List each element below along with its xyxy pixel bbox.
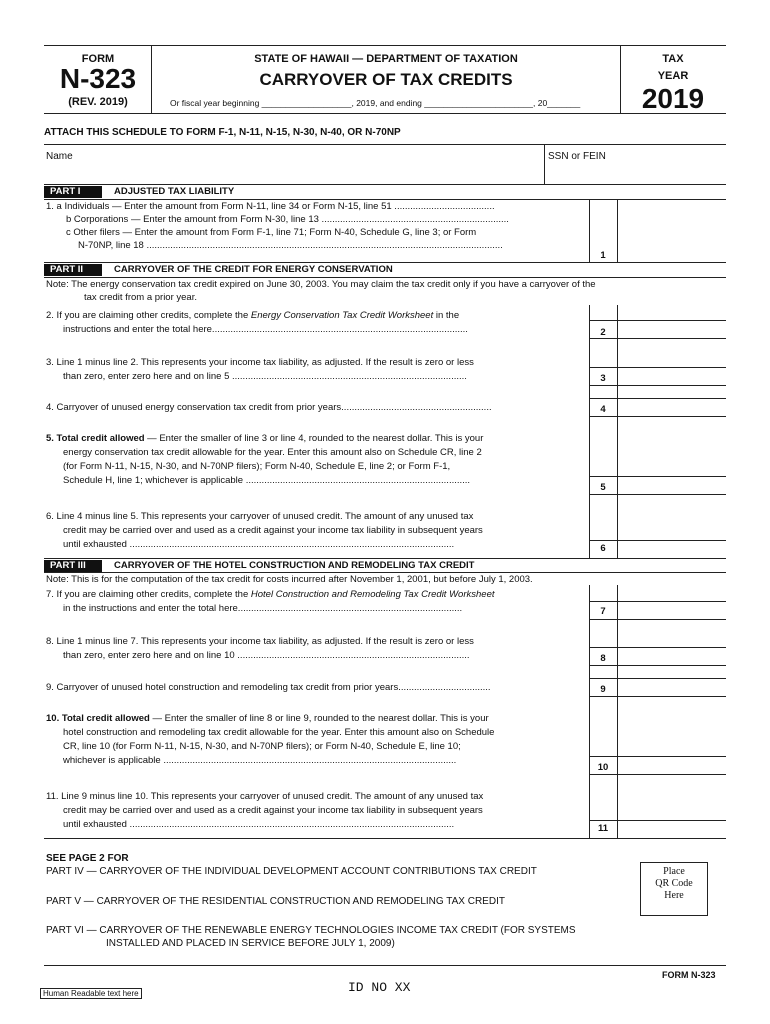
box5-bottom [589,494,726,495]
line-4: 4. Carryover of unused energy conservation tax credit from prior years......................................................... [46,402,492,413]
line-number-column-part2 [589,305,617,558]
qr-code-placeholder: Place QR Code Here [640,862,708,916]
line-7-cont: in the instructions and enter the total here..................................................................................... [63,603,463,614]
note-part2: Note: The energy conservation tax credit expired on June 30, 2003. You may claim the tax credit only if you have a carryover of the [46,279,596,290]
line-10: 10. Total credit allowed — Enter the smaller of line 8 or line 9, rounded to the nearest dollar. This is your [46,713,489,724]
tax-label: TAX [662,53,684,65]
part3-end-rule [44,838,726,839]
page2-part4: PART IV — CARRYOVER OF THE INDIVIDUAL DEVELOPMENT ACCOUNT CONTRIBUTIONS TAX CREDIT [46,866,537,877]
line-5: 5. Total credit allowed — Enter the smaller of line 3 or line 4, rounded to the nearest dollar. This is your [46,433,484,444]
footer-rule [44,965,726,966]
line-1c-cont: N-70NP, line 18 ....................................................................................................................................... [78,240,503,251]
part2-title: CARRYOVER OF THE CREDIT FOR ENERGY CONSERVATION [114,264,393,275]
amount-box-1[interactable] [617,199,726,262]
amount-box-4[interactable] [618,398,726,416]
fiscal-year-field[interactable]: Or fiscal year beginning ___________________, 2019, and ending _______________________, 20_______ [170,98,581,108]
line-6-cont2: until exhausted ........................................................................................................................... [63,539,455,550]
line-number-10: 10 [597,762,609,773]
box2-bottom [589,338,726,339]
amount-box-11[interactable] [618,820,726,838]
note-part2-cont: tax credit from a prior year. [84,292,197,303]
line-9: 9. Carryover of unused hotel construction and remodeling tax credit from prior years................................... [46,682,491,693]
line-number-3: 3 [600,373,606,384]
line-number-4: 4 [600,404,606,415]
tax-year-value: 2019 [641,83,705,114]
box10-bottom [589,774,726,775]
part3-title-rule [44,572,726,573]
name-ssn-divider [544,144,545,184]
box8-bottom [589,665,726,666]
part2-end-rule [44,558,726,559]
part3-tag: PART III [44,560,102,572]
amount-box-6[interactable] [618,540,726,558]
part2-title-rule [44,277,726,278]
form-title: CARRYOVER OF TAX CREDITS [259,70,513,89]
form-revision: (REV. 2019) [68,96,128,108]
amount-box-3[interactable] [618,367,726,385]
year-label: YEAR [657,70,689,82]
amount-column-part2 [617,305,726,558]
box3-bottom [589,385,726,386]
human-readable-text: Human Readable text here [40,988,142,999]
line-7: 7. If you are claiming other credits, complete the Hotel Construction and Remodeling Tax Credit Worksheet [46,589,495,600]
box9-bottom [589,696,726,697]
ssn-fein-field[interactable]: SSN or FEIN [548,151,606,162]
line-number-9: 9 [600,684,606,695]
page2-part5: PART V — CARRYOVER OF THE RESIDENTIAL CONSTRUCTION AND REMODELING TAX CREDIT [46,896,505,907]
line-11-cont1: credit may be carried over and used as a credit against your income tax liability in subsequent years [63,805,483,816]
line-8: 8. Line 1 minus line 7. This represents your income tax liability, as adjusted. If the result is zero or less [46,636,474,647]
line-number-11: 11 [597,823,609,834]
name-row-top-rule [44,144,726,145]
line-11: 11. Line 9 minus line 10. This represents your carryover of unused credit. The amount of any unused tax [46,791,484,802]
amount-box-2[interactable] [618,320,726,338]
box7-bottom [589,619,726,620]
line-11-cont2: until exhausted ........................................................................................................................... [63,819,455,830]
attach-instruction: ATTACH THIS SCHEDULE TO FORM F-1, N-11, N-15, N-30, N-40, OR N-70NP [44,127,401,138]
line-10-cont1: hotel construction and remodeling tax credit allowable for the year. Enter this amount also on Schedule [63,727,495,738]
form-label: FORM [81,53,115,65]
part1-tag: PART I [44,186,102,198]
line-5-cont3: Schedule H, line 1; whichever is applicable ..................................................................................... [63,475,471,486]
page2-part6: PART VI — CARRYOVER OF THE RENEWABLE ENERGY TECHNOLOGIES INCOME TAX CREDIT (FOR SYSTEMS [46,925,576,936]
line-10-cont2: CR, line 10 (for Form N-11, N-15, N-30, and N-70NP filers); or Form N-40, Schedule E, line 10; [63,741,461,752]
footer-form-number: FORM N-323 [662,970,716,980]
line-3: 3. Line 1 minus line 2. This represents your income tax liability, as adjusted. If the result is zero or less [46,357,474,368]
line-6: 6. Line 4 minus line 5. This represents your carryover of unused credit. The amount of any unused tax [46,511,474,522]
amount-box-7[interactable] [618,601,726,619]
header-bottom-rule [44,113,726,114]
part2-tag: PART II [44,264,102,276]
id-number: ID NO XX [348,980,411,995]
line-1a: 1. a Individuals — Enter the amount from Form N-11, line 34 or Form N-15, line 51 ...................................... [46,201,495,212]
line-2: 2. If you are claiming other credits, complete the Energy Conservation Tax Credit Worksheet in the [46,310,460,321]
amount-column-part3 [617,585,726,838]
see-page2: SEE PAGE 2 FOR [46,853,129,864]
box4-bottom [589,416,726,417]
note-part3: Note: This is for the computation of the tax credit for costs incurred after November 1, 2001, but before July 1, 2003. [46,574,533,585]
amount-box-5[interactable] [618,476,726,494]
page2-part6-cont: INSTALLED AND PLACED IN SERVICE BEFORE JULY 1, 2009) [106,938,395,949]
line-number-2: 2 [600,327,606,338]
line-2-cont: instructions and enter the total here................................................................................................. [63,324,468,335]
amount-box-9[interactable] [618,678,726,696]
agency-name: STATE OF HAWAII — DEPARTMENT OF TAXATION [254,53,518,65]
line-3-cont: than zero, enter zero here and on line 5 ......................................................................................... [63,371,467,382]
part3-title: CARRYOVER OF THE HOTEL CONSTRUCTION AND REMODELING TAX CREDIT [114,560,475,571]
line-1c: c Other filers — Enter the amount from Form F-1, line 71; Form N-40, Schedule G, line 3; or Form [66,227,477,238]
line-number-5: 5 [600,482,606,493]
amount-box-10[interactable] [618,756,726,774]
line-1b: b Corporations — Enter the amount from Form N-30, line 13 ....................................................................... [66,214,509,225]
line-number-8: 8 [600,653,606,664]
form-number: N-323 [59,63,137,94]
line-number-6: 6 [600,543,606,554]
amount-box-8[interactable] [618,647,726,665]
line-5-cont2: (for Form N-11, N-15, N-30, and N-70NP filers); Form N-40, Schedule E, line 2; or Form F-1, [63,461,451,472]
name-row-bottom-rule [44,184,726,185]
part1-title: ADJUSTED TAX LIABILITY [114,186,235,197]
part1-end-rule [44,262,726,263]
line-number-7: 7 [600,606,606,617]
line-6-cont1: credit may be carried over and used as a credit against your income tax liability in subsequent years [63,525,483,536]
line-number-1: 1 [600,250,606,261]
line-10-cont3: whichever is applicable ............................................................................................................... [63,755,457,766]
line-8-cont: than zero, enter zero here and on line 10 ........................................................................................ [63,650,470,661]
line-5-cont1: energy conservation tax credit allowable for the year. Enter this amount also on Schedule CR, line 2 [63,447,482,458]
line-number-column-part3 [589,585,617,838]
name-field[interactable]: Name [46,151,73,162]
